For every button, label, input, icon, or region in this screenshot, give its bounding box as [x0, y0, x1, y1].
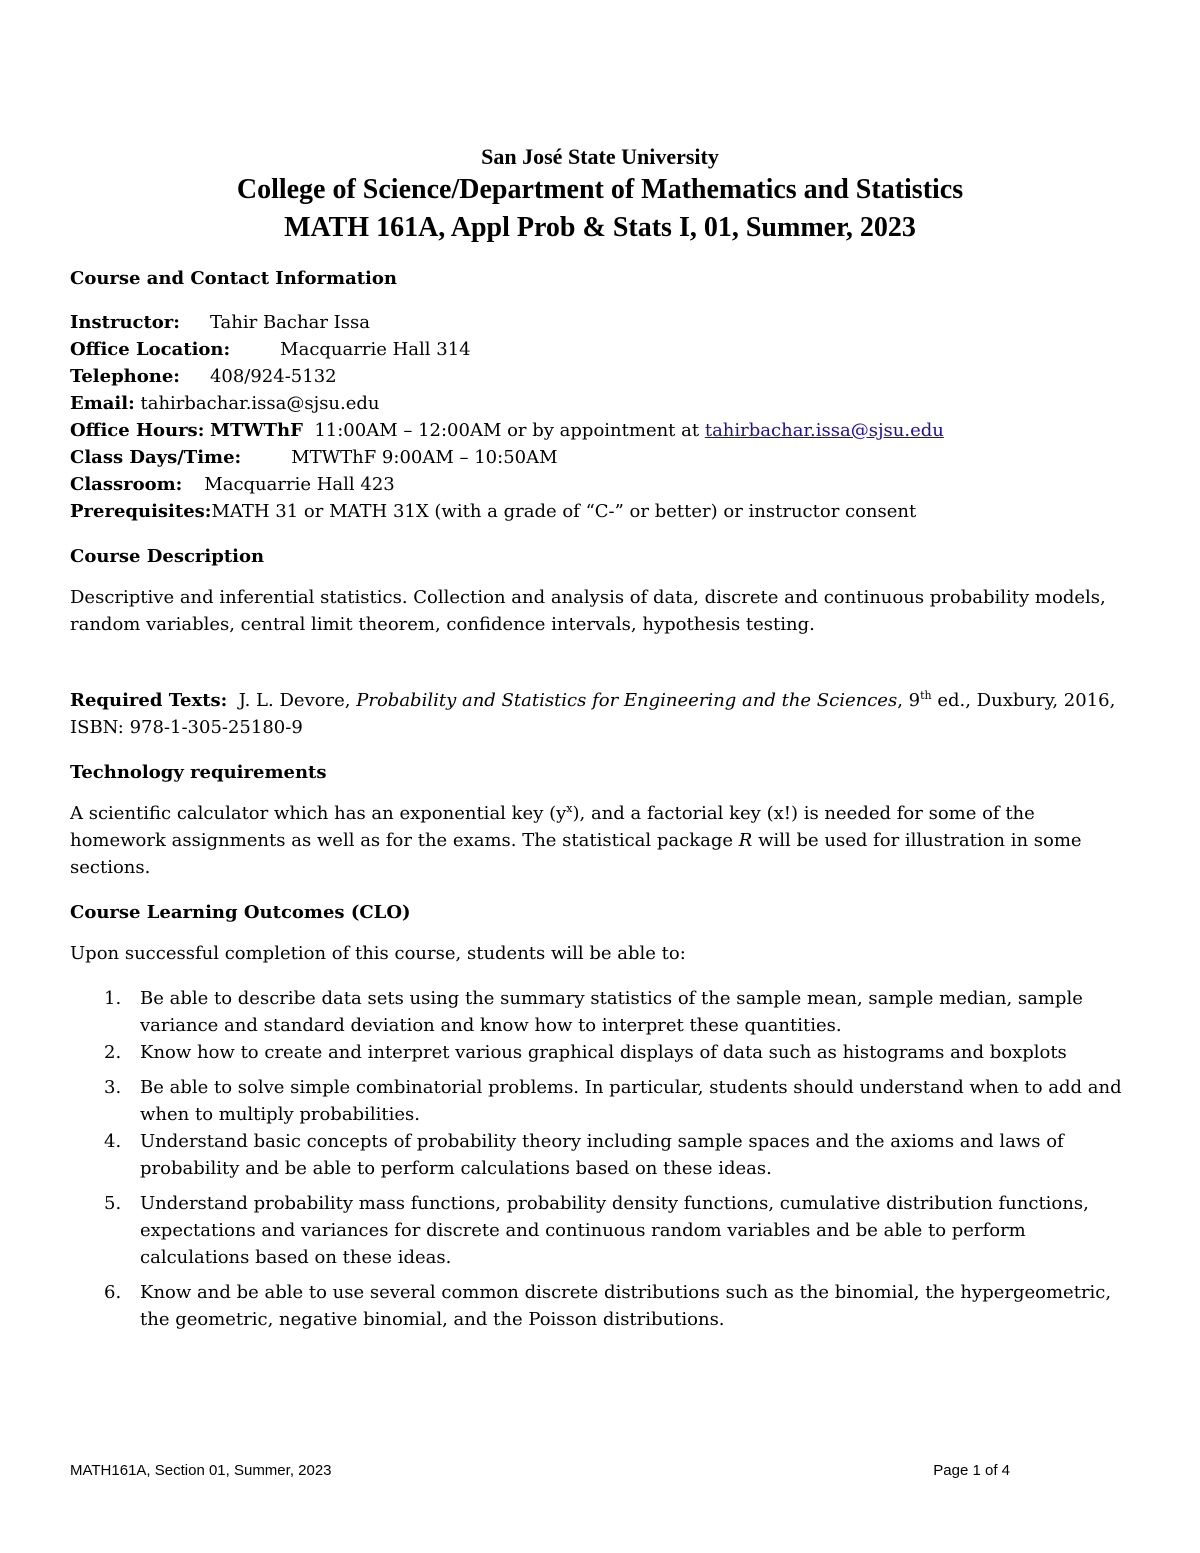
required-texts-edition-sup: th [920, 689, 932, 702]
footer-course-section: MATH161A, Section 01, Summer, 2023 [70, 1462, 332, 1479]
technology-text [70, 800, 1130, 881]
telephone-label: Telephone: [70, 366, 180, 387]
instructor-email-link[interactable]: tahirbachar.issa@sjsu.edu [704, 420, 944, 441]
clo-item-text: Know how to create and interpret various graphical displays of data such as histograms and boxplots [140, 1042, 1067, 1063]
required-texts-label: Required Texts: [70, 690, 228, 711]
office-label: Office Location: [70, 339, 231, 360]
required-texts [70, 687, 1130, 741]
course-title: MATH 161A, Appl Prob & Stats I, 01, Summer, 2023 [284, 212, 916, 243]
class-days-line [70, 444, 1130, 471]
clo-item-text: Be able to describe data sets using the summary statistics of the sample mean, sample median, sample variance and standard deviation and know how to interpret these quantities. [140, 988, 1083, 1036]
university-name: San José State University [481, 144, 719, 169]
class-days-label: Class Days/Time: [70, 447, 242, 468]
clo-item-text: Know and be able to use several common discrete distributions such as the binomial, the hypergeometric, the geometric, negative binomial, and the Poisson distributions. [140, 1282, 1112, 1330]
clo-item-number: 5. [104, 1193, 122, 1214]
required-texts-book-title: Probability and Statistics for Engineering and the Sciences [356, 690, 898, 711]
prerequisites-line [70, 498, 1130, 525]
clo-item [70, 1190, 1130, 1271]
instructor-value: Tahir Bachar Issa [209, 312, 370, 333]
contact-info [70, 309, 1130, 525]
clo-item [70, 1074, 1130, 1128]
class-days-value: MTWThF 9:00AM – 10:50AM [291, 447, 558, 468]
technology-section-title: Technology requirements [70, 762, 327, 783]
telephone-value: 408/924-5132 [209, 366, 337, 387]
clo-intro: Upon successful completion of this course, students will be able to: [70, 943, 686, 964]
college-name: College of Science/Department of Mathematics and Statistics [236, 174, 964, 205]
clo-item-text: Understand basic concepts of probability theory including sample spaces and the axioms and laws of probability and be able to perform calculations based on these ideas. [140, 1131, 1064, 1179]
office-hours-line [70, 417, 1130, 444]
email-label: Email: [70, 393, 135, 414]
classroom-label: Classroom: [70, 474, 183, 495]
technology-text-part3: will be used for illustration in some sections. [70, 830, 1082, 878]
clo-item-number: 1. [104, 988, 122, 1009]
clo-item [70, 1279, 1130, 1333]
required-texts-publisher: ed., Duxbury, 2016, ISBN: 978-1-305-25180-9 [70, 690, 1116, 738]
technology-text-part2: ), and a factorial key (x!) is needed for some of the homework assignments as well as for the exams. The statistical package [70, 803, 1035, 851]
description-section-title: Course Description [70, 546, 265, 567]
footer-page-number: Page 1 of 4 [933, 1462, 1010, 1479]
clo-item-number: 3. [104, 1077, 122, 1098]
instructor-label: Instructor: [70, 312, 180, 333]
clo-item-number: 2. [104, 1042, 122, 1063]
instructor-line [70, 309, 1130, 336]
clo-item-text: Be able to solve simple combinatorial problems. In particular, students should understand when to add and when to multiply probabilities. [140, 1077, 1122, 1125]
office-hours-days: MTWThF [210, 420, 303, 441]
required-texts-edition: , 9 [897, 690, 921, 711]
clo-section-title: Course Learning Outcomes (CLO) [70, 902, 411, 923]
email-value: tahirbachar.issa@sjsu.edu [140, 393, 380, 414]
contact-section-title: Course and Contact Information [70, 268, 397, 289]
office-value: Macquarrie Hall 314 [280, 339, 471, 360]
classroom-line [70, 471, 1130, 498]
classroom-value: Macquarrie Hall 423 [204, 474, 395, 495]
prerequisites-label: Prerequisites: [70, 501, 212, 522]
clo-item-number: 4. [104, 1131, 122, 1152]
technology-text-sup: x [566, 802, 573, 815]
telephone-line [70, 363, 1130, 390]
technology-text-part1: A scientific calculator which has an exponential key (y [70, 803, 567, 824]
description-text: Descriptive and inferential statistics. Collection and analysis of data, discrete and continuous probability models, random variables, central limit theorem, confidence intervals, hypothesis testing. [70, 587, 1106, 635]
email-line [70, 390, 1130, 417]
clo-item [70, 1039, 1130, 1066]
office-hours-label: Office Hours: [70, 420, 205, 441]
clo-item-text: Understand probability mass functions, probability density functions, cumulative distribution functions, expectations and variances for discrete and continuous random variables and be able to perform calculations based on these ideas. [140, 1193, 1089, 1268]
required-texts-author: J. L. Devore, [238, 690, 351, 711]
clo-list [70, 985, 1130, 1333]
technology-r-name: R [738, 830, 753, 851]
clo-item [70, 1128, 1130, 1182]
clo-item [70, 985, 1130, 1039]
office-hours-value: 11:00AM – 12:00AM or by appointment at [314, 420, 700, 441]
prerequisites-value: MATH 31 or MATH 31X (with a grade of “C-” or better) or instructor consent [211, 501, 917, 522]
office-line [70, 336, 1130, 363]
clo-item-number: 6. [104, 1282, 122, 1303]
document-header [0, 143, 1200, 247]
document-body [70, 265, 1130, 1333]
